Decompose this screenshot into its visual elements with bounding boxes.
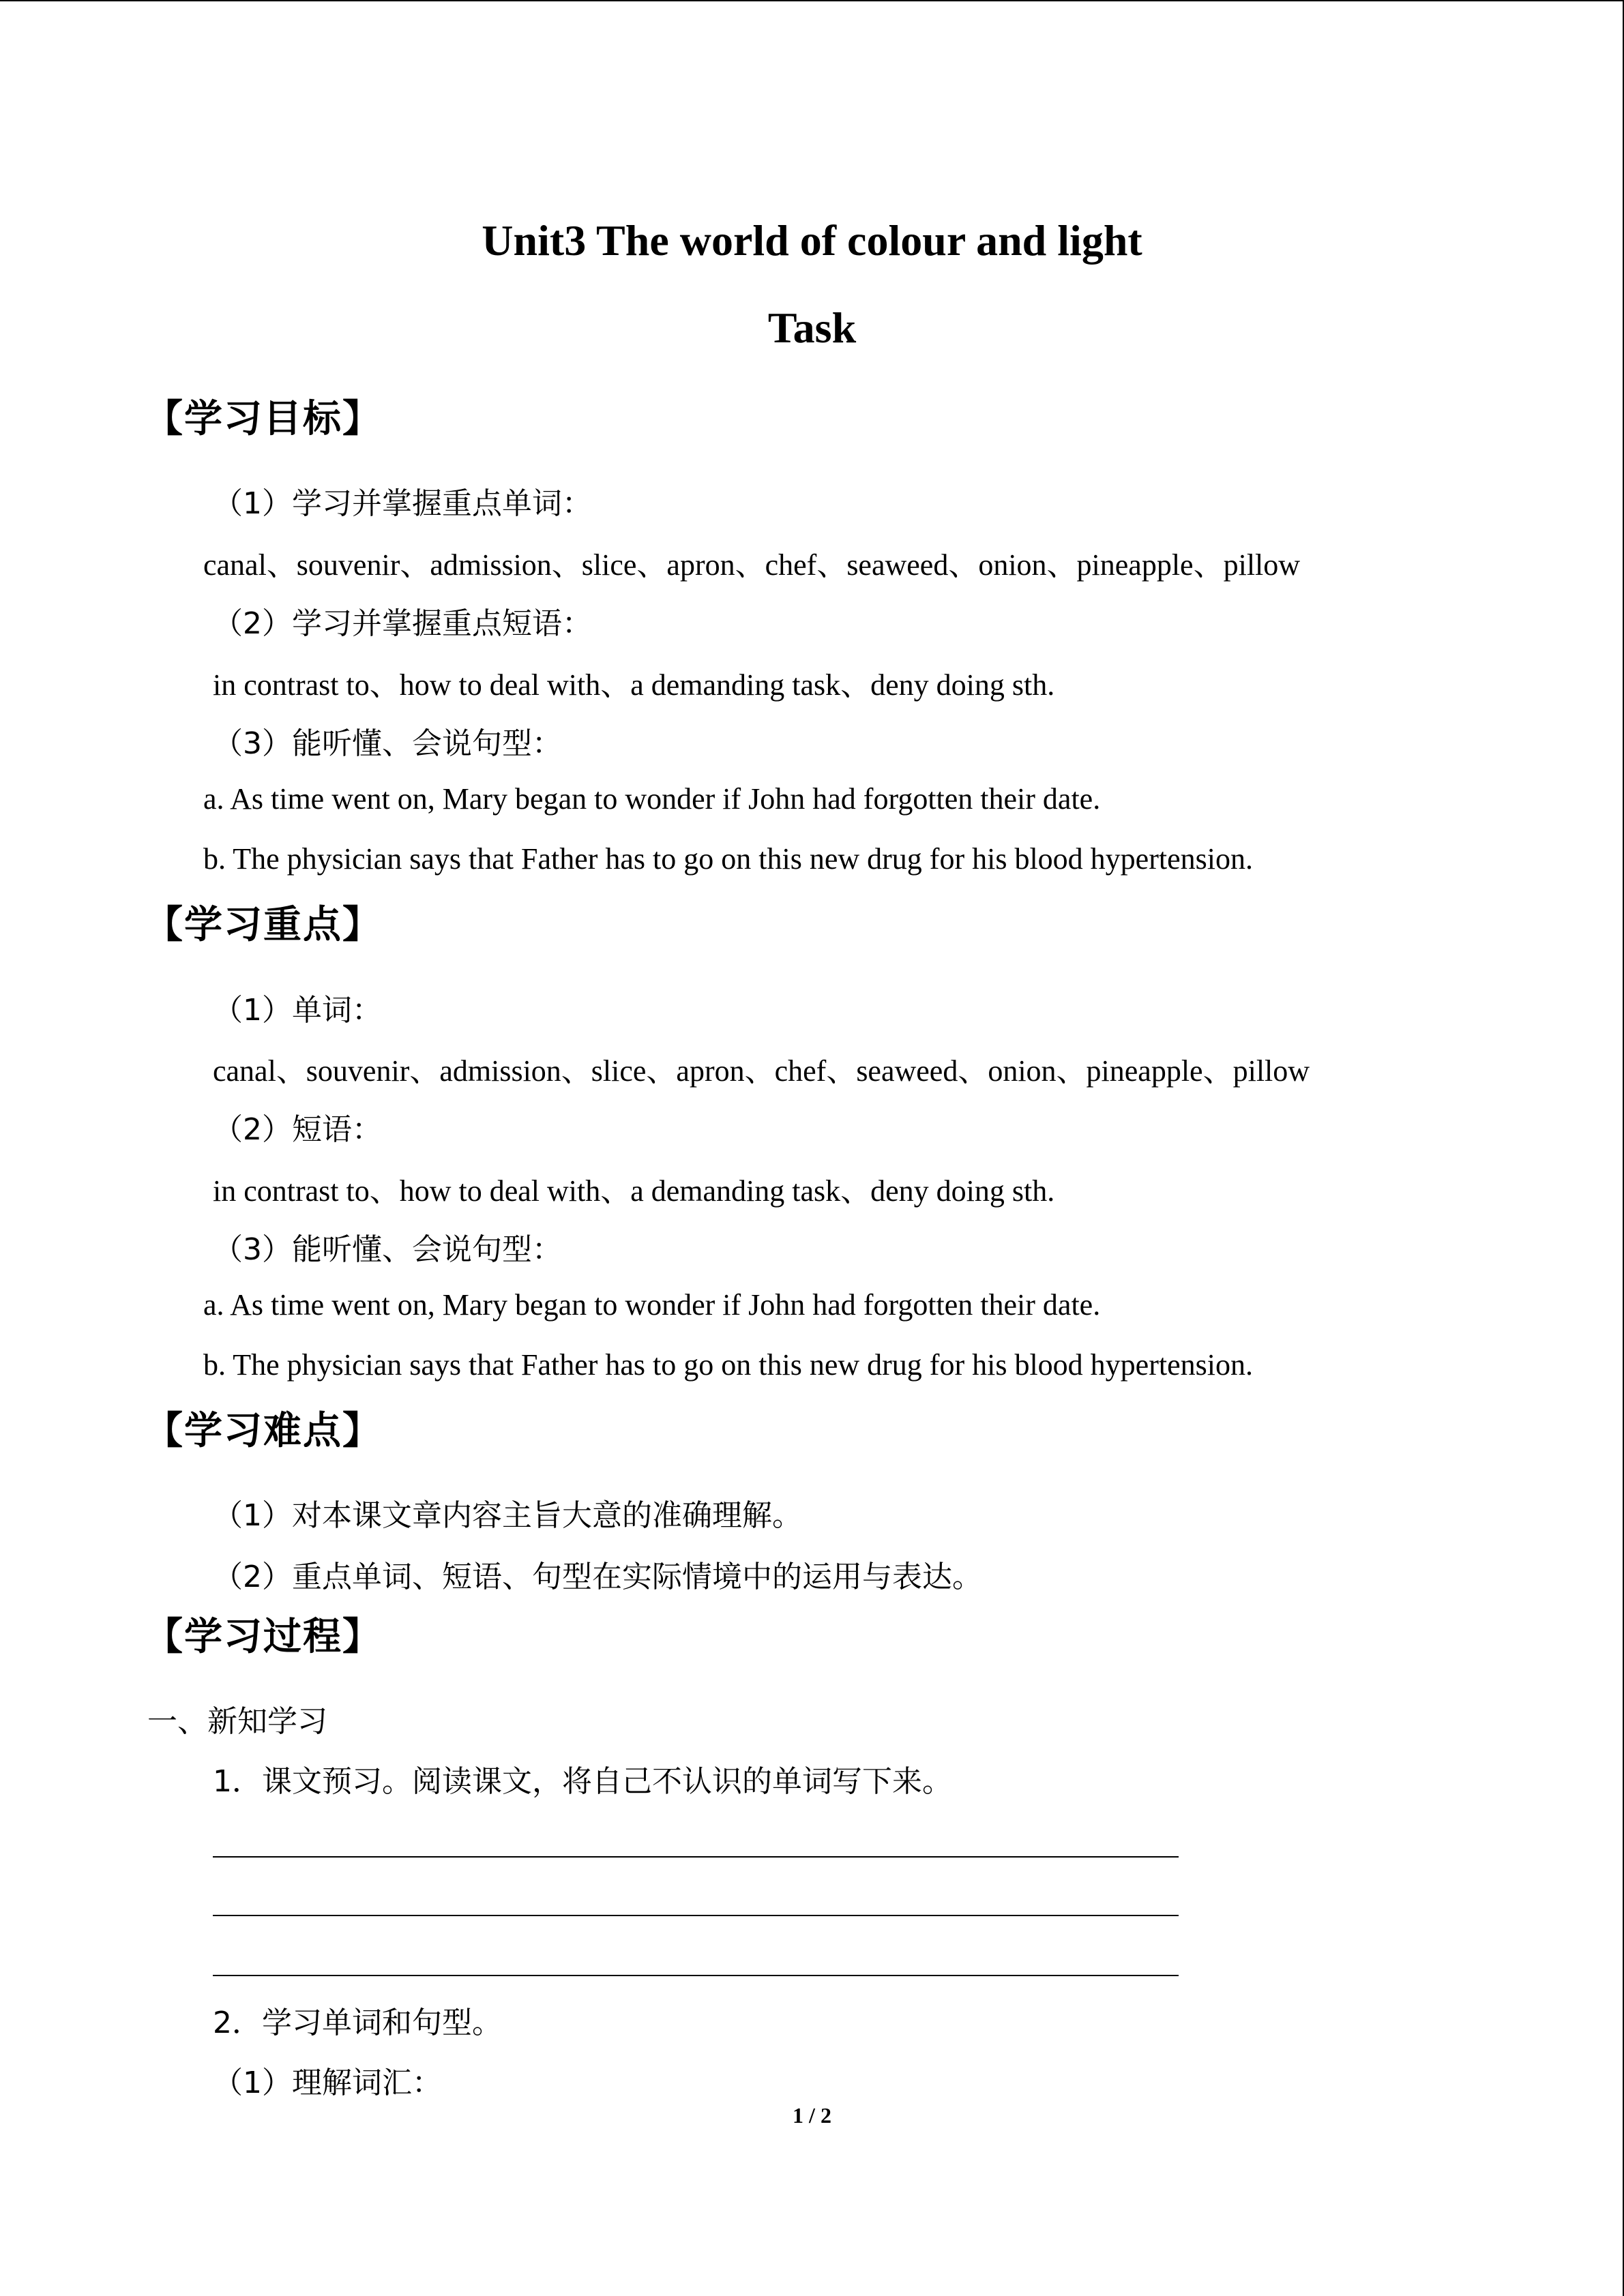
section-heading-process: 【学习过程】 [145, 1615, 382, 1659]
objective-1-label: （1）学习并掌握重点单词： [213, 486, 592, 521]
objective-1-words: canal、souvenir、admission、slice、apron、chef、seaweed、onion、pineapple、pillow [203, 548, 1301, 582]
answer-blank-line [213, 1856, 1179, 1858]
section-heading-difficulties: 【学习难点】 [145, 1409, 382, 1453]
objective-2-phrases: in contrast to、how to deal with、a demanding task、deny doing sth. [213, 668, 1055, 702]
section-heading-objectives: 【学习目标】 [145, 397, 382, 441]
process-step-2-sub-1: （1）理解词汇： [213, 2066, 442, 2100]
process-part-1: 一、新知学习 [147, 1704, 327, 1739]
objective-3-label: （3）能听懂、会说句型： [213, 726, 562, 761]
objective-3-sentence-a: a. As time went on, Mary began to wonder if John had forgotten their date. [203, 782, 1101, 816]
section-heading-key-points: 【学习重点】 [145, 903, 382, 947]
key-3-sentence-a: a. As time went on, Mary began to wonder if John had forgotten their date. [203, 1288, 1101, 1322]
answer-blank-line [213, 1975, 1179, 1976]
process-step-2: 2．学习单词和句型。 [213, 2006, 502, 2040]
answer-blank-line [213, 1915, 1179, 1916]
key-3-label: （3）能听懂、会说句型： [213, 1232, 562, 1267]
document-subtitle: Task [767, 303, 857, 352]
difficulty-1: （1）对本课文章内容主旨大意的准确理解。 [213, 1498, 802, 1533]
key-2-phrases: in contrast to、how to deal with、a demanding task、deny doing sth. [213, 1174, 1055, 1208]
difficulty-2: （2）重点单词、短语、句型在实际情境中的运用与表达。 [213, 1560, 982, 1594]
process-step-1: 1．课文预习。阅读课文，将自己不认识的单词写下来。 [213, 1764, 952, 1799]
objective-2-label: （2）学习并掌握重点短语： [213, 606, 592, 641]
document-title: Unit3 The world of colour and light [482, 216, 1142, 265]
objective-3-sentence-b: b. The physician says that Father has to go on this new drug for his blood hypertension. [203, 842, 1253, 876]
key-3-sentence-b: b. The physician says that Father has to go on this new drug for his blood hypertension. [203, 1348, 1253, 1382]
key-2-label: （2）短语： [213, 1112, 382, 1147]
key-1-label: （1）单词： [213, 993, 382, 1028]
page-number: 1 / 2 [793, 2103, 831, 2128]
key-1-words: canal、souvenir、admission、slice、apron、chef、seaweed、onion、pineapple、pillow [213, 1054, 1310, 1088]
